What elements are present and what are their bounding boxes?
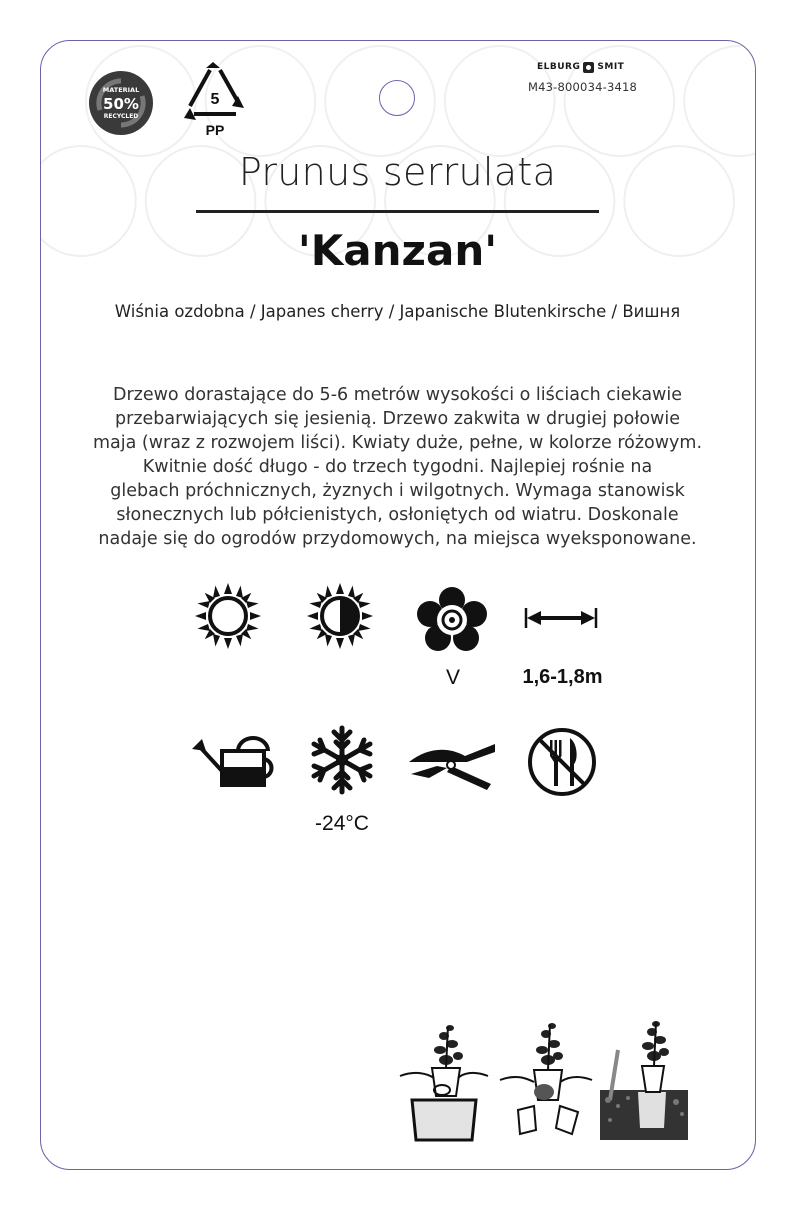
spread-label: 1,6-1,8m [522,666,603,688]
planting-step-2-icon [498,1020,594,1142]
badge-percent-text: 50% [103,95,139,113]
planting-step-3-icon [598,1020,690,1142]
description-line: maja (wraz z rozwojem liści). Kwiaty duże, pełne, w kolorze różowym. [92,433,703,453]
pruning-shears-icon [407,740,497,792]
half-shade-icon [307,583,373,649]
width-arrow-icon [523,606,599,630]
description-line: Kwitnie dość długo - do trzech tygodni. Najlepiej rośnie na [142,457,653,477]
title-divider [196,210,599,213]
common-names: Wiśnia ozdobna / Japanes cherry / Japanische Blutenkirsche / Вишня [114,302,681,321]
recycle-pp-icon [180,62,250,140]
latin-name: Prunus serrulata [238,150,557,194]
recycle-number: 5 [210,91,220,108]
flowering-month-label: V [445,666,460,689]
snowflake-icon [306,724,378,796]
brand-logo [537,60,657,74]
brand-mark-icon [583,62,594,73]
brand-left: ELBURG [537,62,581,72]
description [60,383,735,551]
flower-icon [416,586,488,652]
watering-can-icon [192,733,274,787]
recycle-material: PP [205,122,225,138]
badge-bottom-text: RECYCLED [103,113,139,120]
recycled-material-badge [88,70,154,136]
description-line: słonecznych lub półcienistych, osłoniętych od wiatru. Doskonale [116,505,679,525]
badge-top-text: MATERIAL [102,86,140,94]
full-sun-icon [195,583,261,649]
cultivar-name: 'Kanzan' [297,226,498,275]
product-code: M43-800034-3418 [528,80,638,94]
planting-step-1-icon [398,1020,490,1142]
brand-right: SMIT [597,62,625,72]
description-line: glebach próchnicznych, żyznych i wilgotnych. Wymaga stanowisk [110,481,685,501]
description-line: przebarwiających się jesienią. Drzewo zakwita w drugiej połowie [115,409,680,429]
description-line: Drzewo dorastające do 5-6 metrów wysokości o liściach ciekawie [113,385,682,405]
not-edible-icon [526,726,598,798]
description-line: nadaje się do ogrodów przydomowych, na miejsca wyeksponowane. [98,529,697,549]
hanging-hole [379,80,415,116]
hardiness-label: -24°C [315,812,369,835]
